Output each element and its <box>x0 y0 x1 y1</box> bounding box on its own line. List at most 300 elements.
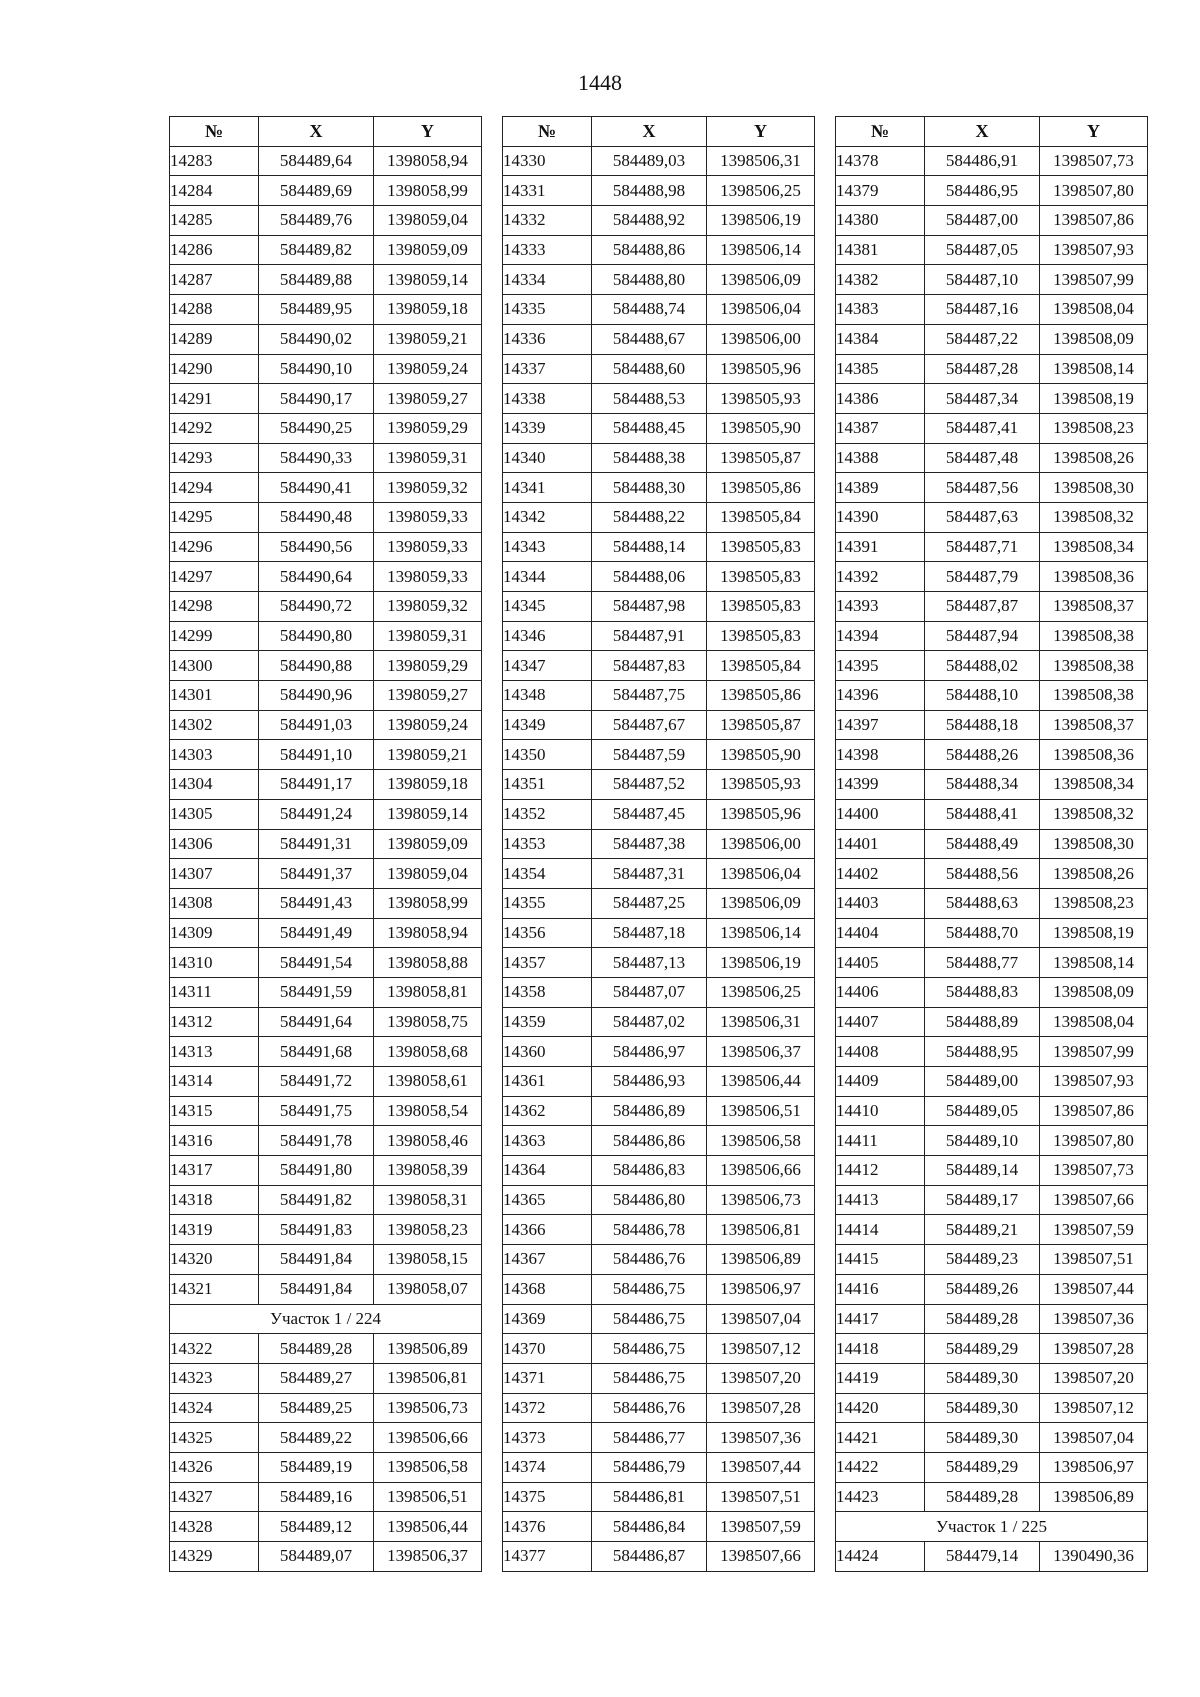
x-coordinate-cell: 584487,75 <box>592 681 707 711</box>
y-coordinate-cell: 1398507,12 <box>1040 1393 1148 1423</box>
table-row <box>836 384 1148 414</box>
point-number-cell: 14419 <box>836 1363 925 1393</box>
point-number-cell: 14352 <box>503 799 592 829</box>
y-coordinate-cell: 1398506,37 <box>374 1542 482 1572</box>
y-coordinate-cell: 1398507,12 <box>707 1334 815 1364</box>
x-coordinate-cell: 584488,22 <box>592 502 707 532</box>
x-coordinate-cell: 584490,96 <box>259 681 374 711</box>
table-row <box>503 740 815 770</box>
point-number-cell: 14355 <box>503 888 592 918</box>
point-number-cell: 14399 <box>836 770 925 800</box>
table-row <box>170 1067 482 1097</box>
table-row <box>170 146 482 176</box>
x-coordinate-cell: 584488,26 <box>925 740 1040 770</box>
table-row <box>836 354 1148 384</box>
x-coordinate-cell: 584489,30 <box>925 1423 1040 1453</box>
point-number-cell: 14421 <box>836 1423 925 1453</box>
x-coordinate-cell: 584488,14 <box>592 532 707 562</box>
y-coordinate-cell: 1390490,36 <box>1040 1542 1148 1572</box>
y-coordinate-cell: 1398505,86 <box>707 681 815 711</box>
y-coordinate-cell: 1398506,89 <box>707 1245 815 1275</box>
y-coordinate-cell: 1398505,90 <box>707 413 815 443</box>
point-number-cell: 14293 <box>170 443 259 473</box>
point-number-cell: 14386 <box>836 384 925 414</box>
table-row <box>836 146 1148 176</box>
y-coordinate-cell: 1398506,51 <box>707 1096 815 1126</box>
table-row <box>170 502 482 532</box>
point-number-cell: 14290 <box>170 354 259 384</box>
header-y: Y <box>707 117 815 147</box>
point-number-cell: 14364 <box>503 1156 592 1186</box>
point-number-cell: 14333 <box>503 235 592 265</box>
table-row <box>170 859 482 889</box>
table-row <box>836 235 1148 265</box>
point-number-cell: 14328 <box>170 1512 259 1542</box>
point-number-cell: 14413 <box>836 1185 925 1215</box>
table-row <box>836 324 1148 354</box>
point-number-cell: 14398 <box>836 740 925 770</box>
point-number-cell: 14350 <box>503 740 592 770</box>
point-number-cell: 14368 <box>503 1274 592 1304</box>
y-coordinate-cell: 1398059,29 <box>374 651 482 681</box>
point-number-cell: 14408 <box>836 1037 925 1067</box>
y-coordinate-cell: 1398508,37 <box>1040 592 1148 622</box>
y-coordinate-cell: 1398505,96 <box>707 799 815 829</box>
x-coordinate-cell: 584489,29 <box>925 1452 1040 1482</box>
y-coordinate-cell: 1398508,04 <box>1040 295 1148 325</box>
table-row <box>170 562 482 592</box>
x-coordinate-cell: 584489,88 <box>259 265 374 295</box>
y-coordinate-cell: 1398506,89 <box>374 1334 482 1364</box>
point-number-cell: 14377 <box>503 1542 592 1572</box>
table-row <box>170 1156 482 1186</box>
point-number-cell: 14322 <box>170 1334 259 1364</box>
point-number-cell: 14341 <box>503 473 592 503</box>
y-coordinate-cell: 1398507,04 <box>1040 1423 1148 1453</box>
table-row <box>836 1452 1148 1482</box>
y-coordinate-cell: 1398506,04 <box>707 295 815 325</box>
x-coordinate-cell: 584491,54 <box>259 948 374 978</box>
point-number-cell: 14295 <box>170 502 259 532</box>
x-coordinate-cell: 584488,45 <box>592 413 707 443</box>
y-coordinate-cell: 1398508,30 <box>1040 829 1148 859</box>
y-coordinate-cell: 1398507,59 <box>1040 1215 1148 1245</box>
table-row <box>836 1156 1148 1186</box>
table-row <box>836 621 1148 651</box>
y-coordinate-cell: 1398507,51 <box>707 1482 815 1512</box>
point-number-cell: 14359 <box>503 1007 592 1037</box>
x-coordinate-cell: 584490,72 <box>259 592 374 622</box>
y-coordinate-cell: 1398059,32 <box>374 592 482 622</box>
x-coordinate-cell: 584489,00 <box>925 1067 1040 1097</box>
point-number-cell: 14366 <box>503 1215 592 1245</box>
x-coordinate-cell: 584488,98 <box>592 176 707 206</box>
point-number-cell: 14348 <box>503 681 592 711</box>
x-coordinate-cell: 584489,64 <box>259 146 374 176</box>
y-coordinate-cell: 1398505,87 <box>707 443 815 473</box>
point-number-cell: 14343 <box>503 532 592 562</box>
x-coordinate-cell: 584488,10 <box>925 681 1040 711</box>
point-number-cell: 14303 <box>170 740 259 770</box>
header-x: X <box>925 117 1040 147</box>
point-number-cell: 14391 <box>836 532 925 562</box>
x-coordinate-cell: 584486,97 <box>592 1037 707 1067</box>
x-coordinate-cell: 584488,63 <box>925 888 1040 918</box>
table-row <box>170 770 482 800</box>
y-coordinate-cell: 1398508,38 <box>1040 651 1148 681</box>
table-row <box>836 592 1148 622</box>
table-row <box>503 888 815 918</box>
y-coordinate-cell: 1398058,23 <box>374 1215 482 1245</box>
y-coordinate-cell: 1398058,88 <box>374 948 482 978</box>
point-number-cell: 14327 <box>170 1482 259 1512</box>
y-coordinate-cell: 1398506,14 <box>707 918 815 948</box>
table-row <box>170 1037 482 1067</box>
table-row <box>170 592 482 622</box>
point-number-cell: 14392 <box>836 562 925 592</box>
x-coordinate-cell: 584489,12 <box>259 1512 374 1542</box>
x-coordinate-cell: 584487,83 <box>592 651 707 681</box>
table-row <box>503 1542 815 1572</box>
point-number-cell: 14362 <box>503 1096 592 1126</box>
point-number-cell: 14385 <box>836 354 925 384</box>
point-number-cell: 14311 <box>170 977 259 1007</box>
y-coordinate-cell: 1398507,73 <box>1040 1156 1148 1186</box>
x-coordinate-cell: 584491,84 <box>259 1245 374 1275</box>
table-row <box>503 502 815 532</box>
table-row <box>836 918 1148 948</box>
table-row <box>503 324 815 354</box>
point-number-cell: 14331 <box>503 176 592 206</box>
y-coordinate-cell: 1398507,44 <box>1040 1274 1148 1304</box>
header-row <box>836 117 1148 147</box>
table-row <box>170 206 482 236</box>
x-coordinate-cell: 584487,10 <box>925 265 1040 295</box>
y-coordinate-cell: 1398506,00 <box>707 829 815 859</box>
x-coordinate-cell: 584491,78 <box>259 1126 374 1156</box>
point-number-cell: 14365 <box>503 1185 592 1215</box>
point-number-cell: 14389 <box>836 473 925 503</box>
y-coordinate-cell: 1398508,38 <box>1040 621 1148 651</box>
y-coordinate-cell: 1398508,19 <box>1040 384 1148 414</box>
point-number-cell: 14310 <box>170 948 259 978</box>
table-row <box>836 1363 1148 1393</box>
y-coordinate-cell: 1398507,04 <box>707 1304 815 1334</box>
y-coordinate-cell: 1398508,04 <box>1040 1007 1148 1037</box>
x-coordinate-cell: 584489,17 <box>925 1185 1040 1215</box>
x-coordinate-cell: 584487,31 <box>592 859 707 889</box>
table-row <box>170 1393 482 1423</box>
x-coordinate-cell: 584486,81 <box>592 1482 707 1512</box>
y-coordinate-cell: 1398506,44 <box>707 1067 815 1097</box>
x-coordinate-cell: 584487,18 <box>592 918 707 948</box>
table-row <box>836 859 1148 889</box>
x-coordinate-cell: 584488,06 <box>592 562 707 592</box>
point-number-cell: 14325 <box>170 1423 259 1453</box>
x-coordinate-cell: 584487,48 <box>925 443 1040 473</box>
x-coordinate-cell: 584486,79 <box>592 1452 707 1482</box>
y-coordinate-cell: 1398058,99 <box>374 176 482 206</box>
y-coordinate-cell: 1398508,34 <box>1040 770 1148 800</box>
point-number-cell: 14317 <box>170 1156 259 1186</box>
y-coordinate-cell: 1398507,99 <box>1040 265 1148 295</box>
y-coordinate-cell: 1398508,26 <box>1040 443 1148 473</box>
x-coordinate-cell: 584489,07 <box>259 1542 374 1572</box>
point-number-cell: 14403 <box>836 888 925 918</box>
y-coordinate-cell: 1398505,83 <box>707 532 815 562</box>
table-row <box>503 384 815 414</box>
x-coordinate-cell: 584486,87 <box>592 1542 707 1572</box>
table-row <box>170 829 482 859</box>
x-coordinate-cell: 584488,83 <box>925 977 1040 1007</box>
x-coordinate-cell: 584487,98 <box>592 592 707 622</box>
table-row <box>836 1542 1148 1572</box>
point-number-cell: 14298 <box>170 592 259 622</box>
point-number-cell: 14397 <box>836 710 925 740</box>
y-coordinate-cell: 1398506,04 <box>707 859 815 889</box>
table-row <box>503 1512 815 1542</box>
point-number-cell: 14358 <box>503 977 592 1007</box>
section-label: Участок 1 / 224 <box>170 1304 482 1334</box>
point-number-cell: 14409 <box>836 1067 925 1097</box>
x-coordinate-cell: 584491,17 <box>259 770 374 800</box>
x-coordinate-cell: 584487,34 <box>925 384 1040 414</box>
point-number-cell: 14306 <box>170 829 259 859</box>
table-row <box>170 473 482 503</box>
point-number-cell: 14342 <box>503 502 592 532</box>
table-row <box>170 532 482 562</box>
point-number-cell: 14329 <box>170 1542 259 1572</box>
y-coordinate-cell: 1398507,36 <box>1040 1304 1148 1334</box>
table-row <box>503 1096 815 1126</box>
y-coordinate-cell: 1398508,36 <box>1040 562 1148 592</box>
table-row <box>170 651 482 681</box>
point-number-cell: 14302 <box>170 710 259 740</box>
point-number-cell: 14378 <box>836 146 925 176</box>
x-coordinate-cell: 584489,30 <box>925 1393 1040 1423</box>
header-x: X <box>592 117 707 147</box>
header-no: № <box>836 117 925 147</box>
point-number-cell: 14420 <box>836 1393 925 1423</box>
header-row <box>170 117 482 147</box>
y-coordinate-cell: 1398506,73 <box>707 1185 815 1215</box>
point-number-cell: 14340 <box>503 443 592 473</box>
point-number-cell: 14354 <box>503 859 592 889</box>
y-coordinate-cell: 1398058,81 <box>374 977 482 1007</box>
table-row <box>170 1363 482 1393</box>
x-coordinate-cell: 584487,63 <box>925 502 1040 532</box>
x-coordinate-cell: 584488,02 <box>925 651 1040 681</box>
x-coordinate-cell: 584488,38 <box>592 443 707 473</box>
point-number-cell: 14337 <box>503 354 592 384</box>
y-coordinate-cell: 1398506,00 <box>707 324 815 354</box>
y-coordinate-cell: 1398058,07 <box>374 1274 482 1304</box>
x-coordinate-cell: 584488,89 <box>925 1007 1040 1037</box>
x-coordinate-cell: 584491,75 <box>259 1096 374 1126</box>
y-coordinate-cell: 1398059,04 <box>374 206 482 236</box>
x-coordinate-cell: 584490,33 <box>259 443 374 473</box>
x-coordinate-cell: 584486,86 <box>592 1126 707 1156</box>
table-row <box>836 1007 1148 1037</box>
table-row <box>836 710 1148 740</box>
x-coordinate-cell: 584487,22 <box>925 324 1040 354</box>
y-coordinate-cell: 1398508,30 <box>1040 473 1148 503</box>
table-row <box>503 1334 815 1364</box>
y-coordinate-cell: 1398058,15 <box>374 1245 482 1275</box>
y-coordinate-cell: 1398506,37 <box>707 1037 815 1067</box>
table-row <box>503 1423 815 1453</box>
y-coordinate-cell: 1398506,09 <box>707 888 815 918</box>
header-no: № <box>503 117 592 147</box>
y-coordinate-cell: 1398508,37 <box>1040 710 1148 740</box>
x-coordinate-cell: 584490,02 <box>259 324 374 354</box>
y-coordinate-cell: 1398059,18 <box>374 295 482 325</box>
x-coordinate-cell: 584491,64 <box>259 1007 374 1037</box>
point-number-cell: 14372 <box>503 1393 592 1423</box>
table-row <box>170 443 482 473</box>
point-number-cell: 14332 <box>503 206 592 236</box>
x-coordinate-cell: 584491,10 <box>259 740 374 770</box>
y-coordinate-cell: 1398505,86 <box>707 473 815 503</box>
point-number-cell: 14404 <box>836 918 925 948</box>
y-coordinate-cell: 1398507,80 <box>1040 176 1148 206</box>
point-number-cell: 14424 <box>836 1542 925 1572</box>
point-number-cell: 14315 <box>170 1096 259 1126</box>
table-row <box>503 621 815 651</box>
y-coordinate-cell: 1398506,14 <box>707 235 815 265</box>
y-coordinate-cell: 1398506,51 <box>374 1482 482 1512</box>
x-coordinate-cell: 584488,53 <box>592 384 707 414</box>
point-number-cell: 14286 <box>170 235 259 265</box>
table-row <box>836 1393 1148 1423</box>
section-row <box>170 1304 482 1334</box>
x-coordinate-cell: 584487,07 <box>592 977 707 1007</box>
table-row <box>836 562 1148 592</box>
y-coordinate-cell: 1398507,66 <box>707 1542 815 1572</box>
x-coordinate-cell: 584490,88 <box>259 651 374 681</box>
x-coordinate-cell: 584489,95 <box>259 295 374 325</box>
x-coordinate-cell: 584487,00 <box>925 206 1040 236</box>
y-coordinate-cell: 1398508,23 <box>1040 888 1148 918</box>
y-coordinate-cell: 1398506,09 <box>707 265 815 295</box>
table-row <box>503 443 815 473</box>
coordinates-table-2 <box>502 116 815 1572</box>
y-coordinate-cell: 1398059,09 <box>374 829 482 859</box>
table-row <box>836 443 1148 473</box>
point-number-cell: 14407 <box>836 1007 925 1037</box>
table-row <box>836 740 1148 770</box>
x-coordinate-cell: 584489,22 <box>259 1423 374 1453</box>
x-coordinate-cell: 584491,82 <box>259 1185 374 1215</box>
point-number-cell: 14299 <box>170 621 259 651</box>
table-row <box>836 1334 1148 1364</box>
table-row <box>503 1185 815 1215</box>
x-coordinate-cell: 584488,49 <box>925 829 1040 859</box>
point-number-cell: 14363 <box>503 1126 592 1156</box>
x-coordinate-cell: 584490,80 <box>259 621 374 651</box>
y-coordinate-cell: 1398508,14 <box>1040 354 1148 384</box>
table-row <box>503 413 815 443</box>
table-row <box>170 977 482 1007</box>
y-coordinate-cell: 1398505,83 <box>707 592 815 622</box>
point-number-cell: 14412 <box>836 1156 925 1186</box>
point-number-cell: 14383 <box>836 295 925 325</box>
table-row <box>503 710 815 740</box>
table-row <box>503 592 815 622</box>
x-coordinate-cell: 584488,92 <box>592 206 707 236</box>
x-coordinate-cell: 584488,34 <box>925 770 1040 800</box>
x-coordinate-cell: 584488,70 <box>925 918 1040 948</box>
table-row <box>836 829 1148 859</box>
table-row <box>503 651 815 681</box>
point-number-cell: 14423 <box>836 1482 925 1512</box>
table-row <box>503 532 815 562</box>
x-coordinate-cell: 584490,25 <box>259 413 374 443</box>
table-row <box>836 977 1148 1007</box>
y-coordinate-cell: 1398507,51 <box>1040 1245 1148 1275</box>
x-coordinate-cell: 584487,25 <box>592 888 707 918</box>
x-coordinate-cell: 584489,28 <box>925 1482 1040 1512</box>
table-row <box>503 770 815 800</box>
table-row <box>170 621 482 651</box>
x-coordinate-cell: 584486,80 <box>592 1185 707 1215</box>
y-coordinate-cell: 1398058,94 <box>374 918 482 948</box>
x-coordinate-cell: 584479,14 <box>925 1542 1040 1572</box>
y-coordinate-cell: 1398059,21 <box>374 324 482 354</box>
table-row <box>170 1274 482 1304</box>
table-row <box>836 1037 1148 1067</box>
point-number-cell: 14360 <box>503 1037 592 1067</box>
point-number-cell: 14369 <box>503 1304 592 1334</box>
x-coordinate-cell: 584490,17 <box>259 384 374 414</box>
x-coordinate-cell: 584489,14 <box>925 1156 1040 1186</box>
table-row <box>836 502 1148 532</box>
y-coordinate-cell: 1398508,38 <box>1040 681 1148 711</box>
table-row <box>836 799 1148 829</box>
y-coordinate-cell: 1398508,26 <box>1040 859 1148 889</box>
table-row <box>503 295 815 325</box>
point-number-cell: 14405 <box>836 948 925 978</box>
table-row <box>170 413 482 443</box>
x-coordinate-cell: 584489,30 <box>925 1363 1040 1393</box>
table-row <box>170 918 482 948</box>
point-number-cell: 14289 <box>170 324 259 354</box>
x-coordinate-cell: 584487,94 <box>925 621 1040 651</box>
y-coordinate-cell: 1398058,94 <box>374 146 482 176</box>
table-row <box>503 1363 815 1393</box>
table-row <box>836 473 1148 503</box>
y-coordinate-cell: 1398506,19 <box>707 948 815 978</box>
header-y: Y <box>374 117 482 147</box>
y-coordinate-cell: 1398508,23 <box>1040 413 1148 443</box>
x-coordinate-cell: 584487,91 <box>592 621 707 651</box>
point-number-cell: 14400 <box>836 799 925 829</box>
x-coordinate-cell: 584489,29 <box>925 1334 1040 1364</box>
table-row <box>170 1512 482 1542</box>
x-coordinate-cell: 584486,84 <box>592 1512 707 1542</box>
y-coordinate-cell: 1398506,73 <box>374 1393 482 1423</box>
y-coordinate-cell: 1398505,93 <box>707 384 815 414</box>
y-coordinate-cell: 1398506,81 <box>374 1363 482 1393</box>
point-number-cell: 14312 <box>170 1007 259 1037</box>
y-coordinate-cell: 1398059,24 <box>374 710 482 740</box>
x-coordinate-cell: 584491,43 <box>259 888 374 918</box>
table-row <box>170 265 482 295</box>
table-row <box>503 1304 815 1334</box>
table-row <box>503 146 815 176</box>
point-number-cell: 14422 <box>836 1452 925 1482</box>
x-coordinate-cell: 584487,59 <box>592 740 707 770</box>
